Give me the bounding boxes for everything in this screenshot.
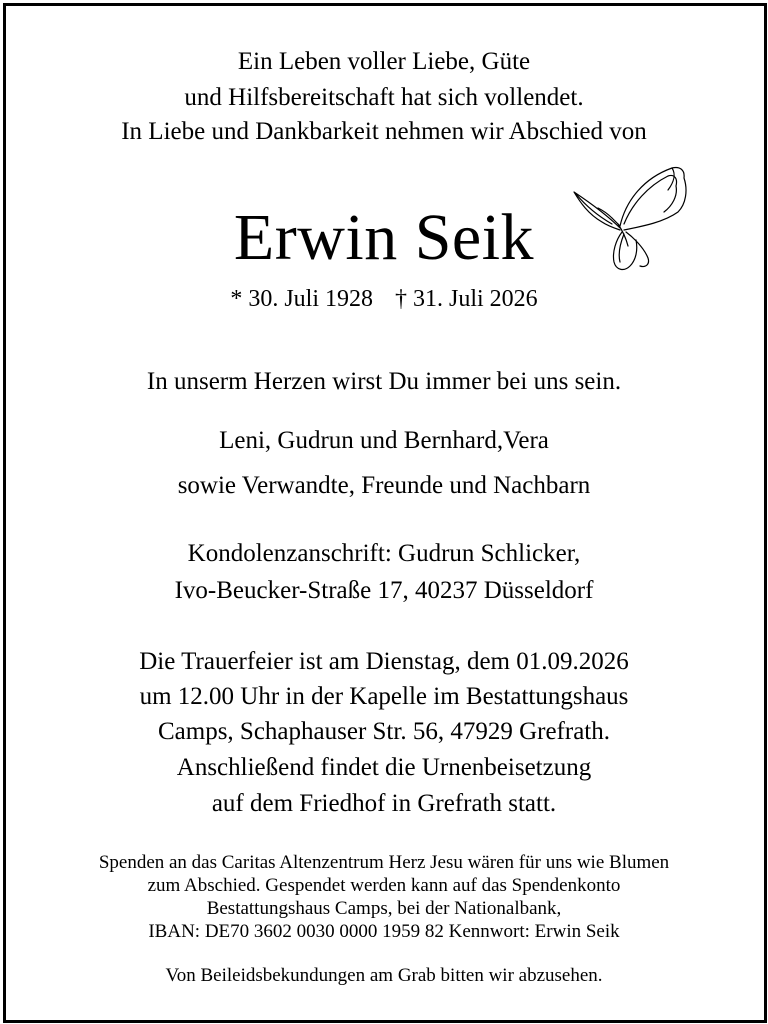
life-dates — [0, 287, 768, 311]
family-line-1: Leni, Gudrun und Bernhard,Vera — [219, 427, 549, 454]
donation-line-3: Bestattungshaus Camps, bei der Nationalbank, — [206, 898, 562, 919]
donation-line-1: Spenden an das Caritas Altenzentrum Herz Jesu wären für uns wie Blumen — [98, 852, 670, 873]
intro-line-1: Ein Leben voller Liebe, Güte — [237, 48, 531, 75]
deceased-name: Erwin Seik — [233, 201, 535, 274]
butterfly-icon — [568, 160, 696, 280]
motto-line: In unserm Herzen wirst Du immer bei uns sein. — [146, 368, 622, 395]
address-line-1: Kondolenzanschrift: Gudrun Schlicker, — [187, 540, 581, 567]
birth-date: * 30. Juli 1928 — [230, 286, 373, 312]
ceremony-line-4: Anschließend findet die Urnenbeisetzung — [176, 754, 592, 781]
address-line-2: Ivo-Beucker-Straße 17, 40237 Düsseldorf — [174, 577, 594, 604]
ceremony-line-2: um 12.00 Uhr in der Kapelle im Bestattungshaus — [139, 683, 629, 710]
ceremony-line-1: Die Trauerfeier ist am Dienstag, dem 01.09.2026 — [139, 648, 629, 675]
ceremony-line-5: auf dem Friedhof in Grefrath statt. — [211, 790, 557, 817]
death-date: † 31. Juli 2026 — [395, 286, 538, 312]
closing-line: Von Beileidsbekundungen am Grab bitten wir abzusehen. — [165, 965, 603, 986]
intro-line-3: In Liebe und Dankbarkeit nehmen wir Abschied von — [121, 118, 647, 145]
family-line-2: sowie Verwandte, Freunde und Nachbarn — [177, 472, 591, 499]
donation-line-2: zum Abschied. Gespendet werden kann auf das Spendenkonto — [147, 875, 621, 896]
intro-line-2: und Hilfsbereitschaft hat sich vollendet. — [184, 84, 584, 111]
ceremony-line-3: Camps, Schaphauser Str. 56, 47929 Grefrath. — [157, 718, 610, 745]
donation-line-4: IBAN: DE70 3602 0030 0000 1959 82 Kennwort: Erwin Seik — [148, 921, 620, 942]
